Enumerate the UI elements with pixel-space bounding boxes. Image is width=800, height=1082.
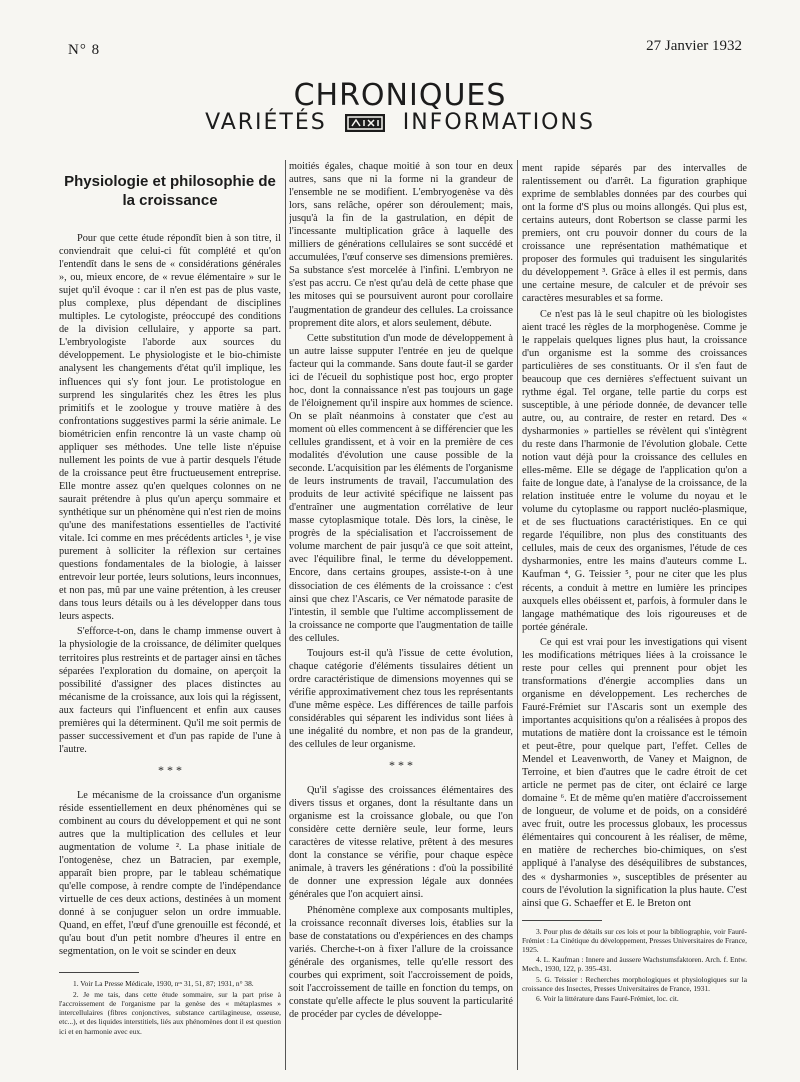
paragraph: Toujours est-il qu'à l'issue de cette évolution, chaque catégorie d'éléments tissulaires détient un ordre caractéristique de dimensions moyennes qui se vérifie approximativement chez tous les représentants d'une même espèce. Les différences de taille parfois considérables qui séparent les individus sont liées à une inégalité du nombre, et non pas de la grandeur, des cellules de leur organisme. (289, 647, 513, 751)
column-3 (522, 162, 747, 1078)
paragraph: S'efforce-t-on, dans le champ immense ouvert à la physiologie de la croissance, de délimiter quelques territoires plus restreints et de partager ainsi en tâches séparées l'exploration du domaine, on aperçoit la possibilité d'assigner des places distinctes au mécanisme de la croissance, aux lois qui la régissent, aux facteurs qui l'influencent et enfin aux causes premières qui la déterminent. Qu'il me soit permis de passer successivement et d'un pas rapide de l'une à l'autre. (59, 626, 281, 755)
footnote: 5. G. Teissier : Recherches morphologiques et physiologiques sur la croissance des Insectes, Presses Universitaires de France, 1931. (522, 974, 747, 993)
ornament-logo-icon (344, 112, 386, 134)
paragraph: Le mécanisme de la croissance d'un organisme réside essentiellement en deux phénomènes qui se combinent au cours du développement et qui ne sont autres que la multiplication des cellules et leur augmentation de volume ². La phase initiale de l'ontogenèse, chez un Batracien, par exemple, apparaît bien propre, par le tableau schématique qu'elle compose, à rendre compte de l'indépendance virtuelle de ces deux actions, destinées à un moment donné à se conjuguer selon un ordre immuable. Quand, en effet, l'œuf d'une grenouille est fécondé, et qu'au bout d'un petit nombre d'heures il entre en segmentation, on le voit se scinder en deux (59, 789, 281, 958)
paragraph: ment rapide séparés par des intervalles de ralentissement ou d'arrêt. La figuration graphique exprime de semblables données par des courbes qui ont la forme d'S plus ou moins allongés. Qui plus est, certains auteurs, dont Robertson se classe parmi les premiers, ont cru pouvoir donner du cours de la croissance une représentation mathématique et proposer des formules qui traduisent les singularités du développement ³. Grâce à elles il est permis, dans une certaine mesure, de calculer et de prévoir ses caractères mesurables et sa forme. (522, 163, 747, 305)
column-divider (517, 160, 518, 1070)
footnote: 4. L. Kaufman : Innere and äussere Wachstumsfaktoren. Arch. f. Entw. Mech., 1930, 122, p. 395-431. (522, 955, 747, 974)
paragraph: Qu'il s'agisse des croissances élémentaires des divers tissus et organes, dont la résultante dans un organisme est la croissance globale, ou que l'on considère cette dernière seule, leur forme, leurs caractères de vitesse relative, prêtent à des mesures dont la constance se vérifie, pour chaque espèce animale, à travers les générations : d'où la possibilité de donner une expression légale aux données générales que l'on acquiert ainsi. (289, 785, 513, 901)
article-title: Physiologie et philosophie de la croissance (64, 173, 276, 209)
article-title-box (59, 172, 281, 210)
section-separator: * * * (158, 762, 182, 777)
paragraph: Pour que cette étude répondît bien à son titre, il conviendrait que celui-ci fût complété et qu'on l'entendît dans le sens de « considérations générales », ou, mieux encore, de « revue élémentaire » sur le sujet qu'il évoque : car il n'en est pas de plus vaste, plus complexe, plus dépendant de disciplines multiples. Le cytologiste, préoccupé des conditions de la division cellulaire, y apporte sa part. L'embryologiste l'aborde aux sources du développement. Le physiologiste et le bio-chimiste analysent les changements d'état qu'il implique, les influences qui s'y font jour. Le protistologue en surprend les singularités chez les êtres les plus primitifs et le zoologue y trouve matière à des confrontations suggestives parmi la série animale. Le biométricien enfin rencontre là un vaste champ où appliquer ses méthodes. Une telle liste n'épuise nullement les points de vue à partir desquels l'étude de la croissance peut être fructueusement entreprise. Elle montre assez qu'en quelques colonnes on ne saurait prétendre à plus qu'un aperçu sommaire et synthétique sur un phénomène qui n'est rien de moins qu'une des manifestations essentielles de l'activité vitale. Ici comme en mes précédents articles ¹, je vise purement à solliciter la réflexion sur certaines questions fondamentales de la biologie, à laisser entrevoir leur portée, leurs solutions, leurs inconnues, et non pas, mû par une vaine prétention, à les creuser dans tous leurs détails ou à les développer dans tous leurs aspects. (59, 233, 281, 623)
masthead-informations: INFORMATIONS (402, 110, 595, 135)
issue-number: N° 8 (68, 42, 101, 58)
paragraph: moitiés égales, chaque moitié à son tour en deux autres, sans que ni la forme ni la grandeur de l'ensemble ne se modifient. L'embryogenèse va dès lors, sans relâche, opérer son déroulement; mais, jusqu'à la fin de la gastrulation, en dépit de l'incessante multiplication grâce à laquelle des milliers de générations cellulaires se sont succédé et accumulées, l'œuf conserve ses dimensions premières. Sa substance s'est morcelée à l'infini. L'embryon ne s'est pas accru. Ce n'est qu'au delà de cette phase que les mitoses qui se poursuivent auront pour corollaire l'augmentation de grandeur des cellules. La croissance proprement dite alors, et alors seulement, débute. (289, 161, 513, 329)
paragraph: Ce qui est vrai pour les investigations qui visent les modifications métriques liées à la croissance le reste pour celles qui prennent pour objet les transformations d'énergie accomplies dans un organisme en développement. Les recherches de Fauré-Frémiet sur l'Ascaris sont un exemple des importantes acquisitions qu'on a réalisées à propos des mutations de matière dont la croissance est le témoin et peut-être, pour quelque part, l'effet. Celles de Mendel et Leavenworth, de Vaney et Maignon, de Terroine, et bien d'autres que le cadre étroit de cet article ne permet pas de citer, ont éclairé ce large domaine ⁶. Et de même qu'en matière d'accroissement de longueur, de volume et de poids, on a considéré avec fruit, outre les processus globaux, les processus élémentaires qui concourent à les réaliser, de même, en matière de recherches bio-chimiques, on s'est appliqué à l'analyse des déséquilibres de substances, des « dysharmonies », susceptibles de présenter au cours de l'évolution la signification la plus haute. C'est ainsi que G. Schaeffer et E. le Breton ont (522, 636, 747, 909)
footnote-rule (522, 920, 602, 921)
masthead-varietes: VARIÉTÉS (205, 110, 327, 135)
footnote: 6. Voir la littérature dans Fauré-Frémiet, loc. cit. (536, 994, 679, 1004)
column-1 (59, 162, 281, 1078)
section-separator: * * * (389, 758, 413, 773)
footnote: 2. Je me tais, dans cette étude sommaire, sur la part prise à l'accroissement de l'organisme par la genèse des « métaplasmes » intercellulaires (fibres conjonctives, substance cartilagineuse, osseuse, etc...), et des liquides interstitiels, liés aux phénomènes dont il est question ici et en harmonie avec eux. (59, 989, 281, 1036)
masthead-subtitle (0, 110, 800, 135)
footnote: 3. Pour plus de détails sur ces lois et pour la bibliographie, voir Fauré-Frémiet : La Cinétique du développement, Presses Universitaires de France, 1925. (522, 926, 747, 955)
footnote-rule (59, 972, 139, 973)
column-divider (285, 160, 286, 1070)
paragraph: Phénomène complexe aux composants multiples, la croissance reconnaît diverses lois, établies sur la base de constatations ou d'expériences en des champs variés. Cherche-t-on à fixer l'allure de la croissance générale des organismes, telle qu'elle ressort des courbes qui expriment, soit l'accroissement de poids, soit l'accroissement de taille en fonction du temps, on constate qu'elle affecte le plus souvent la particularité de procéder par cycles de développe- (289, 904, 513, 1020)
column-2 (289, 160, 513, 1076)
paragraph: Ce n'est pas là le seul chapitre où les biologistes aient tracé les règles de la morphogenèse. Comme je le rappelais quelques lignes plus haut, la croissance d'un organisme est la somme des croissances particulières de ses constituants. Or il s'en faut de beaucoup que ces dernières s'effectuent suivant un rythme égal. Tel organe, telle partie du corps est susceptible, à une période donnée, de devancer telle autre, ou, au contraire, de rester en retard. Des « dysharmonies » partielles se révèlent qui s'intègrent du reste dans l'harmonie de l'évolution globale. Cette notion vaut déjà pour la croissance des cellules en elles-même. Elle se dégage de l'application qu'on a faite de longue date, à l'analyse de la croissance, de la relation instituée entre le volume du noyau et le volume du cytoplasme ou rapport nucléo-plasmique, et de ses fluctuations caractéristiques. En ce qui regarde l'équilibre, non plus des constituants des cellules, mais de ceux des organismes, l'étude de ces dysharmonies, entre les mains d'auteurs comme L. Kaufman ⁴, G. Teissier ⁵, pour ne citer que les plus récents, a conduit à mettre en lumière les principes auxquels elles obéissent et, parfois, à formuler dans le langage mathématique des lois rigoureuses et de portée générale. (522, 308, 747, 633)
paragraph: Cette substitution d'un mode de développement à un autre laisse supputer l'entrée en jeu de quelque facteur qui la commande. Sans doute faut-il se garder ici de l'écueil du sophistique post hoc, ergo propter hoc, dont la connaissance n'est pas toujours un gage de l'éloignement qu'il inspire aux hommes de science. On se plaît néanmoins à constater que c'est au moment où elles commencent à se différencier que les cellules grandissent, et à voir en la première de ces modalités d'évolution une cause possible de la seconde. L'acquisition par les éléments de l'organisme de leurs instruments de travail, l'accumulation des produits de leur activité spécifique ne laissent pas d'entraîner une augmentation corrélative de leur masse cytoplasmique totale. Dès lors, la cinèse, le progrès de la spécialisation et l'accroissement de volume marchent de pair jusqu'à ce que soit atteint, avec l'équilibre final, le terme du développement. Encore, dans certains groupes, assiste-t-on à une dissociation de ces éléments de la croissance : c'est ainsi que chez l'Ascaris, ce Ver nématode parasite de l'intestin, il semble que l'ultime accomplissement de la croissance ne comporte que l'augmentation de taille des cellules. (289, 332, 513, 644)
issue-date: 27 Janvier 1932 (646, 38, 742, 54)
masthead-chroniques: CHRONIQUES (293, 78, 507, 113)
footnote: 1. Voir La Presse Médicale, 1930, nᵒˢ 31, 51, 87; 1931, n° 38. (73, 979, 254, 989)
